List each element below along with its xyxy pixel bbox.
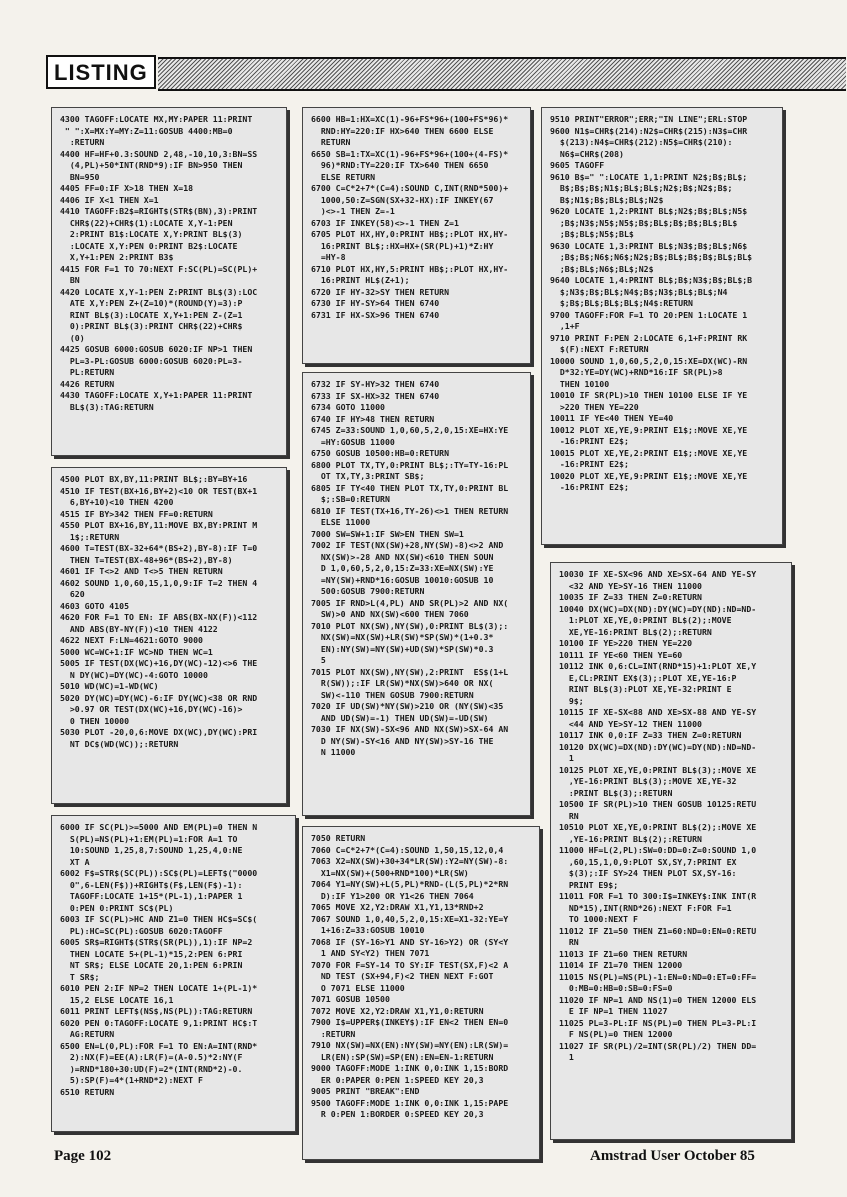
code-line: THEN T=TEST(BX-48+96*(BS+2),BY-8): [60, 554, 233, 565]
magazine-issue: Amstrad User October 85: [590, 1148, 755, 1164]
code-line: 6002 F$=STR$(SC(PL)):SC$(PL)=LEFT$("0000: [60, 868, 258, 878]
code-line: 10:SOUND 1,25,8,7:SOUND 1,25,4,0:NE: [60, 845, 243, 855]
code-line: 11000 HF=L(2,PL):SW=0:DD=0:Z=0:SOUND 1,0: [559, 845, 757, 855]
code-line: -16:PRINT E2$;: [550, 459, 629, 469]
code-line: R(SW));:IF LR(SW)*NX(SW)>640 OR NX(: [311, 678, 494, 688]
code-line: ELSE RETURN: [311, 171, 376, 182]
code-line: -16:PRINT E2$;: [550, 482, 629, 492]
code-line: 1: [559, 753, 574, 763]
code-line: PL):HC=SC(PL):GOSUB 6020:TAGOFF: [60, 925, 223, 936]
code-line: 6740 IF HY>48 THEN RETURN: [311, 413, 435, 424]
code-line: 10120 DX(WC)=DX(ND):DY(WC)=DY(ND):ND=ND-: [559, 741, 757, 752]
code-line: 10010 IF SR(PL)>10 THEN 10100 ELSE IF YE: [550, 390, 748, 400]
code-line: 10040 DX(WC)=DX(ND):DY(WC)=DY(ND):ND=ND-: [559, 603, 757, 614]
code-line: 9610 B$=" ":LOCATE 1,1:PRINT N2$;B$;BL$;: [550, 171, 748, 182]
code-line: E IF NP=1 THEN 11027: [559, 1006, 668, 1016]
code-line: N DY(WC)=DY(WC)-4:GOTO 10000: [60, 669, 208, 680]
code-line: N6$=CHR$(208): [550, 148, 624, 159]
code-line: F NS(PL)=0 THEN 12000: [559, 1029, 673, 1039]
code-line: AND ABS(BY-NY(F))<10 THEN 4122: [60, 623, 218, 634]
code-line: 16:PRINT BL$;:HX=HX+(SR(PL)+1)*Z:HY: [311, 240, 494, 251]
code-line: ND*15),INT(RND*26):NEXT F:FOR F=1: [559, 902, 732, 913]
code-line: 10030 IF XE-SX<96 AND XE>SX-64 AND YE-SY: [559, 569, 757, 579]
code-line: 4425 GOSUB 6000:GOSUB 6020:IF NP>1 THEN: [60, 344, 253, 354]
code-line: 4620 FOR F=1 TO EN: IF ABS(BX-NX(F))<112: [60, 612, 258, 622]
code-line: 7002 IF TEST(NX(SW)+28,NY(SW)-8)<>2 AND: [311, 540, 504, 550]
code-panel-7: [541, 107, 783, 545]
code-line: 9510 PRINT"ERROR";ERR;"IN LINE";ERL:STOP: [550, 114, 748, 124]
code-line: XE,YE-16:PRINT BL$(2);:RETURN: [559, 626, 712, 637]
code-line: 2:PRINT B1$:LOCATE X,Y:PRINT BL$(3): [60, 229, 243, 239]
code-line: 9700 TAGOFF:FOR F=1 TO 20:PEN 1:LOCATE 1: [550, 309, 748, 320]
code-line: 11027 IF SR(PL)/2=INT(SR(PL)/2) THEN DD=: [559, 1040, 757, 1051]
code-line: 4430 TAGOFF:LOCATE X,Y+1:PAPER 11:PRINT: [60, 390, 253, 400]
code-line: 6710 PLOT HX,HY,5:PRINT HB$;:PLOT HX,HY-: [311, 263, 509, 274]
code-line: 1000,50:Z=SGN(SX+32-HX):IF INKEY(67: [311, 194, 494, 205]
code-line: XT A: [60, 856, 90, 867]
code-line: R 0:PEN 1:BORDER 0:SPEED KEY 20,3: [311, 1109, 484, 1119]
code-line: AND UD(SW)=-1) THEN UD(SW)=-UD(SW): [311, 712, 489, 723]
code-line: 10115 IF XE-SX<88 AND XE>SX-88 AND YE-SY: [559, 707, 757, 717]
code-line: " ":X=MX:Y=MY:Z=11:GOSUB 4400:MB=0: [60, 125, 233, 136]
code-line: 4600 T=TEST(BX-32+64*(BS+2),BY-8):IF T=0: [60, 543, 258, 553]
code-line: D*32:YE=DY(WC)+RND*16:IF SR(PL)>8: [550, 367, 723, 377]
code-line: $(213):N4$=CHR$(212):N5$=CHR$(210):: [550, 137, 733, 147]
code-line: 10117 INK 0,0:IF Z=33 THEN Z=0:RETURN: [559, 730, 742, 740]
code-line: 5030 PLOT -20,0,6:MOVE DX(WC),DY(WC):PRI: [60, 727, 258, 737]
code-line: )<>-1 THEN Z=-1: [311, 206, 395, 216]
code-line: RND:HY=220:IF HX>640 THEN 6600 ELSE: [311, 125, 494, 136]
code-line: 5: [311, 655, 326, 665]
code-line: 5005 IF TEST(DX(WC)+16,DY(WC)-12)<>6 THE: [60, 658, 258, 668]
code-line: 1+16:Z=33:GOSUB 10010: [311, 925, 425, 935]
code-line: 7064 Y1=NY(SW)+L(5,PL)*RND-(L(5,PL)*2*RN: [311, 879, 509, 889]
code-line: 7050 RETURN: [311, 833, 366, 843]
code-line: 9000 TAGOFF:MODE 1:INK 0,0:INK 1,15:BORD: [311, 1063, 509, 1073]
code-line: RINT BL$(3):LOCATE X,Y+1:PEN Z-(Z=1: [60, 309, 243, 320]
code-line: 9630 LOCATE 1,3:PRINT BL$;N3$;B$;BL$;N6$: [550, 240, 748, 251]
code-line: 6000 IF SC(PL)>=5000 AND EM(PL)=0 THEN N: [60, 822, 258, 832]
code-line: 10015 PLOT XE,YE,2:PRINT E1$;:MOVE XE,YE: [550, 447, 748, 458]
code-panel-5: [302, 372, 531, 816]
code-line: 11014 IF Z1=70 THEN 12000: [559, 960, 683, 970]
code-line: 6810 IF TEST(TX+16,TY-26)<>1 THEN RETURN: [311, 505, 509, 516]
code-line: SW)>0 AND NX(SW)<600 THEN 7060: [311, 609, 469, 619]
code-line: ;B$;BL$;N6$;BL$;N2$: [550, 263, 654, 274]
code-line: 1$;:RETURN: [60, 531, 120, 542]
code-line: 7030 IF NX(SW)-SX<96 AND NX(SW)>SX-64 AN: [311, 724, 509, 734]
code-line: 7072 MOVE X2,Y2:DRAW X1,Y1,0:RETURN: [311, 1005, 484, 1016]
code-panel-4: [302, 107, 531, 364]
code-line: 6705 PLOT HX,HY,0:PRINT HB$;:PLOT HX,HY-: [311, 229, 509, 239]
code-line: 7063 X2=NX(SW)+30+34*LR(SW):Y2=NY(SW)-8:: [311, 856, 509, 866]
code-line: BL$(3):TAG:RETURN: [60, 401, 154, 412]
code-line: TAGOFF:LOCATE 1+15*(PL-1),1:PAPER 1: [60, 891, 243, 901]
code-line: 11020 IF NP=1 AND NS(1)=0 THEN 12000 ELS: [559, 994, 757, 1005]
code-line: ND TEST (SX+94,F)<2 THEN NEXT F:GOT: [311, 971, 494, 981]
code-line: CHR$(22)+CHR$(1):LOCATE X,Y-1:PEN: [60, 217, 233, 228]
code-line: 96)*RND:TY=220:IF TX>640 THEN 6650: [311, 160, 489, 170]
code-line: 10111 IF YE<60 THEN YE=60: [559, 649, 683, 660]
code-line: 4601 IF T<>2 AND T<>5 THEN RETURN: [60, 566, 223, 576]
code-line: 4300 TAGOFF:LOCATE MX,MY:PAPER 11:PRINT: [60, 114, 253, 124]
code-line: 5000 WC=WC+1:IF WC>ND THEN WC=1: [60, 646, 213, 657]
code-line: 4550 PLOT BX+16,BY,11:MOVE BX,BY:PRINT M: [60, 520, 258, 530]
code-line: 7000 SW=SW+1:IF SW>EN THEN SW=1: [311, 528, 464, 539]
code-line: ,YE-16:PRINT BL$(2);:RETURN: [559, 833, 702, 844]
code-line: 4510 IF TEST(BX+16,BY+2)<10 OR TEST(BX+1: [60, 485, 258, 496]
code-line: $(3);:IF SY>24 THEN PLOT SX,SY-16:: [559, 868, 737, 878]
code-line: 10000 SOUND 1,0,60,5,2,0,15:XE=DX(WC)-RN: [550, 355, 748, 366]
code-line: 0:MB=0:HB=0:SB=0:FS=0: [559, 983, 673, 993]
code-line: 6703 IF INKEY(58)<>-1 THEN Z=1: [311, 217, 459, 228]
code-line: N 11000: [311, 747, 356, 757]
code-line: 4515 IF BY>342 THEN FF=0:RETURN: [60, 508, 213, 519]
code-line: RINT BL$(3):PLOT XE,YE-32:PRINT E: [559, 684, 732, 694]
code-line: =HY:GOSUB 11000: [311, 436, 395, 447]
code-line: 0:PEN 0:PRINT SC$(PL): [60, 902, 174, 913]
code-line: 4406 IF X<1 THEN X=1: [60, 194, 159, 205]
code-line: $(F):NEXT F:RETURN: [550, 344, 649, 354]
code-line: 10500 IF SR(PL)>10 THEN GOSUB 10125:RETU: [559, 799, 757, 809]
code-line: 6650 SB=1:TX=XC(1)-96+FS*96+(100+(4-FS)*: [311, 148, 509, 159]
code-line: B$;N1$;B$;BL$;BL$;N2$: [550, 194, 664, 205]
code-line: 16:PRINT HL$(Z+1);: [311, 275, 410, 285]
code-line: THEN 10100: [550, 378, 610, 389]
code-line: ATE X,Y:PEN Z+(Z=10)*(ROUND(Y)=3):P: [60, 298, 243, 308]
code-line: 6805 IF TY<40 THEN PLOT TX,TY,0:PRINT BL: [311, 482, 509, 493]
code-line: 6600 HB=1:HX=XC(1)-96+FS*96+(100+FS*96)*: [311, 114, 509, 124]
code-line: ;B$;BL$;N5$;BL$: [550, 229, 634, 239]
code-line: ELSE 11000: [311, 517, 371, 527]
code-line: 1: [559, 1052, 574, 1062]
code-line: 10125 PLOT XE,YE,0:PRINT BL$(3);:MOVE XE: [559, 764, 757, 775]
code-line: 11025 PL=3-PL:IF NS(PL)=0 THEN PL=3-PL:I: [559, 1017, 757, 1028]
code-line: 7015 PLOT NX(SW),NY(SW),2:PRINT ES$(1+L: [311, 666, 509, 677]
code-line: 7065 MOVE X2,Y2:DRAW X1,Y1,13*RND+2: [311, 902, 484, 912]
code-line: LR(EN):SP(SW)=SP(EN):EN=EN-1:RETURN: [311, 1051, 494, 1062]
code-line: TO 1000:NEXT F: [559, 914, 638, 924]
code-line: 15,2 ELSE LOCATE 16,1: [60, 994, 174, 1005]
code-line: 9500 TAGOFF:MODE 1:INK 0,0:INK 1,15:PAPE: [311, 1097, 509, 1108]
code-line: 10035 IF Z=33 THEN Z=0:RETURN: [559, 592, 702, 602]
code-line: 6003 IF SC(PL)>HC AND Z1=0 THEN HC$=SC$(: [60, 914, 258, 924]
code-line: 500:GOSUB 7900:RETURN: [311, 586, 425, 596]
code-line: (4,PL)+50*INT(RND*9):IF BN>950 THEN: [60, 160, 243, 170]
code-line: 7900 I$=UPPER$(INKEY$):IF EN<2 THEN EN=0: [311, 1017, 509, 1027]
code-line: 7910 NX(SW)=NX(EN):NY(SW)=NY(EN):LR(SW)=: [311, 1040, 509, 1050]
code-line: (0): [60, 332, 85, 343]
code-line: D NY(SW)-SY<16 AND NY(SW)>SY-16 THE: [311, 735, 494, 746]
code-line: 10020 PLOT XE,YE,9:PRINT E1$;:MOVE XE,YE: [550, 470, 748, 481]
page-number: Page 102: [54, 1148, 112, 1164]
code-line: 11011 FOR F=1 TO 300:I$=INKEY$:INK INT(R: [559, 891, 757, 901]
code-line: =HY-8: [311, 252, 346, 262]
code-line: 6720 IF HY-32>SY THEN RETURN: [311, 286, 450, 297]
code-line: 7068 IF (SY-16>Y1 AND SY-16>Y2) OR (SY<Y: [311, 936, 509, 947]
code-line: <32 AND YE>SY-16 THEN 11000: [559, 580, 702, 591]
code-line: PL=3-PL:GOSUB 6000:GOSUB 6020:PL=3-: [60, 355, 243, 366]
code-line: $;N3$;B$;BL$;N4$;B$;N3$;BL$;BL$;N4: [550, 286, 728, 297]
code-line: 6700 C=C*2+7*(C=4):SOUND C,INT(RND*500)+: [311, 183, 509, 193]
code-line: 6731 IF HX-SX>96 THEN 6740: [311, 309, 440, 320]
code-line: ;B$;N3$;N5$;N5$;B$;BL$;B$;B$;BL$;BL$: [550, 217, 738, 228]
code-line: 5010 WD(WC)=1-WD(WC): [60, 681, 159, 691]
code-line: NX(SW)>-28 AND NX(SW)<610 THEN SOUN: [311, 551, 494, 562]
code-panel-3: [51, 815, 296, 1132]
code-line: 10112 INK 0,6:CL=INT(RND*15)+1:PLOT XE,Y: [559, 661, 757, 671]
code-line: D):IF Y1>200 OR Y1<26 THEN 7064: [311, 890, 474, 901]
listing-title: LISTING: [46, 55, 156, 89]
code-line: 7060 C=C*2+7*(C=4):SOUND 1,50,15,12,0,4: [311, 844, 504, 855]
code-line: 7070 FOR F=SY-14 TO SY:IF TEST(SX,F)<2 A: [311, 959, 509, 970]
code-line: ;B$;B$;N6$;N6$;N2$;B$;BL$;B$;B$;BL$;BL$: [550, 252, 753, 262]
code-line: 0",6-LEN(F$))+RIGHT$(F$,LEN(F$)-1):: [60, 879, 243, 890]
code-line: 6733 IF SX-HX>32 THEN 6740: [311, 390, 440, 401]
code-line: ER 0:PAPER 0:PEN 1:SPEED KEY 20,3: [311, 1074, 484, 1085]
code-line: 7005 IF RND>L(4,PL) AND SR(PL)>2 AND NX(: [311, 597, 509, 608]
code-line: 6500 EN=L(0,PL):FOR F=1 TO EN:A=INT(RND*: [60, 1040, 258, 1051]
code-line: 4603 GOTO 4105: [60, 600, 130, 611]
code-line: 4426 RETURN: [60, 378, 115, 389]
code-line: THEN LOCATE 5+(PL-1)*15,2:PEN 6:PRI: [60, 948, 243, 959]
code-line: 6732 IF SY-HY>32 THEN 6740: [311, 379, 440, 389]
code-line: 0 THEN 10000: [60, 715, 130, 726]
code-line: NT SR$; ELSE LOCATE 20,1:PEN 6:PRIN: [60, 960, 243, 970]
code-line: 1 AND SY<Y2) THEN 7071: [311, 948, 430, 958]
code-line: 9710 PRINT F:PEN 2:LOCATE 6,1+F:PRINT RK: [550, 332, 748, 343]
code-line: RN: [559, 937, 579, 947]
code-line: 9640 LOCATE 1,4:PRINT BL$;B$;N3$;B$;BL$;B: [550, 275, 753, 285]
code-line: NT DC$(WD(WC));:RETURN: [60, 738, 179, 749]
code-line: 4420 LOCATE X,Y-1:PEN Z:PRINT BL$(3):LOC: [60, 286, 258, 297]
code-line: 5020 DY(WC)=DY(WC)-6:IF DY(WC)<38 OR RND: [60, 692, 258, 703]
code-line: BN: [60, 275, 80, 285]
code-line: EN):NY(SW)=NY(SW)+UD(SW)*SP(SW)*0.3: [311, 643, 494, 654]
code-line: 11015 NS(PL)=NS(PL)-1:EN=0:ND=0:ET=0:FF=: [559, 971, 757, 982]
code-line: 6020 PEN 0:TAGOFF:LOCATE 9,1:PRINT HC$:T: [60, 1017, 258, 1028]
code-line: 6,BY+10)<10 THEN 4200: [60, 497, 174, 507]
code-line: PRINT E9$;: [559, 879, 619, 890]
code-line: >220 THEN YE=220: [550, 401, 639, 412]
code-line: 9605 TAGOFF: [550, 160, 605, 170]
code-line: 6800 PLOT TX,TY,0:PRINT BL$;:TY=TY-16:PL: [311, 459, 509, 470]
code-line: 7010 PLOT NX(SW),NY(SW),0:PRINT BL$(3);:: [311, 620, 509, 631]
code-line: 6745 Z=33:SOUND 1,0,60,5,2,0,15:XE=HX:YE: [311, 425, 509, 435]
code-line: 10012 PLOT XE,YE,9:PRINT E1$;:MOVE XE,YE: [550, 424, 748, 435]
code-line: 7067 SOUND 1,0,40,5,2,0,15:XE=X1-32:YE=Y: [311, 913, 509, 924]
code-line: )=RND*180+30:UD(F)=2*(INT(RND*2)-0.: [60, 1063, 243, 1074]
code-line: :LOCATE X,Y:PEN 0:PRINT B2$:LOCATE: [60, 240, 238, 251]
header-hatch-bar: [158, 57, 846, 91]
code-line: 9620 LOCATE 1,2:PRINT BL$;N2$;B$;BL$;N5$: [550, 206, 748, 216]
code-line: 4405 FF=0:IF X>18 THEN X=18: [60, 183, 194, 193]
code-line: 7071 GOSUB 10500: [311, 994, 390, 1004]
code-panel-8: [550, 562, 792, 1140]
code-line: RN: [559, 810, 579, 821]
code-line: X1=NX(SW)+(500+RND*100)*LR(SW): [311, 867, 469, 878]
code-line: BN=950: [60, 171, 100, 182]
code-line: 2):NX(F)=EE(A):LR(F)=(A-0.5)*2:NY(F: [60, 1052, 243, 1062]
code-line: =NY(SW)+RND*16:GOSUB 10010:GOSUB 10: [311, 574, 494, 585]
code-line: E,CL:PRINT EX$(3);:PLOT XE,YE-16:P: [559, 672, 737, 683]
code-line: X,Y+1:PEN 2:PRINT B3$: [60, 252, 174, 262]
code-line: 10100 IF YE>220 THEN YE=220: [559, 638, 693, 648]
code-line: NX(SW)=NX(SW)+LR(SW)*SP(SW)*(1+0.3*: [311, 632, 494, 642]
code-line: 6510 RETURN: [60, 1086, 115, 1097]
code-line: ,60,15,1,0,9:PLOT SX,SY,7:PRINT EX: [559, 856, 737, 867]
code-line: ,YE-16:PRINT BL$(3);:MOVE XE,YE-32: [559, 776, 737, 786]
code-line: T SR$;: [60, 971, 100, 982]
code-line: :RETURN: [60, 137, 105, 147]
code-line: 1:PLOT XE,YE,0:PRINT BL$(2);:MOVE: [559, 615, 732, 625]
code-line: B$;B$;B$;N1$;BL$;BL$;N2$;B$;N2$;B$;: [550, 183, 733, 193]
code-line: 4410 TAGOFF:B2$=RIGHT$(STR$(BN),3):PRINT: [60, 206, 258, 216]
listing-header: [46, 55, 846, 89]
code-line: 9005 PRINT "BREAK":END: [311, 1086, 420, 1096]
code-line: 10510 PLOT XE,YE,0:PRINT BL$(2);:MOVE XE: [559, 822, 757, 832]
code-line: 0):PRINT BL$(3):PRINT CHR$(22)+CHR$: [60, 321, 243, 331]
code-line: 9$;: [559, 695, 584, 706]
code-line: 4415 FOR F=1 TO 70:NEXT F:SC(PL)=SC(PL)+: [60, 263, 258, 274]
code-line: -16:PRINT E2$;: [550, 436, 629, 446]
code-line: 6010 PEN 2:IF NP=2 THEN LOCATE 1+(PL-1)*: [60, 983, 258, 993]
code-line: 6011 PRINT LEFT$(NS$,NS(PL)):TAG:RETURN: [60, 1006, 253, 1016]
code-line: 6005 SR$=RIGHT$(STR$(SR(PL)),1):IF NP=2: [60, 937, 253, 947]
code-line: 11013 IF Z1=60 THEN RETURN: [559, 948, 688, 959]
code-line: 4622 NEXT F:LN=4621:GOTO 9000: [60, 635, 203, 645]
code-line: 9600 N1$=CHR$(214):N2$=CHR$(215):N3$=CHR: [550, 125, 748, 136]
code-line: 10011 IF YE<40 THEN YE=40: [550, 413, 674, 423]
code-line: ,1+F: [550, 321, 580, 331]
code-line: :PRINT BL$(3);:RETURN: [559, 787, 673, 798]
code-panel-2: [51, 467, 287, 804]
code-line: AG:RETURN: [60, 1029, 115, 1039]
code-line: SW)<-110 THEN GOSUB 7900:RETURN: [311, 689, 474, 700]
code-line: D 1,0,60,5,2,0,15:Z=33:XE=NX(SW):YE: [311, 563, 494, 573]
code-line: PL:RETURN: [60, 367, 115, 377]
code-line: 4500 PLOT BX,BY,11:PRINT BL$;:BY=BY+16: [60, 474, 248, 484]
code-line: S(PL)=NS(PL)+1:EM(PL)=1:FOR A=1 TO: [60, 833, 238, 844]
code-line: >0.97 OR TEST(DX(WC)+16,DY(WC)-16)>: [60, 704, 243, 714]
code-line: 5):SP(F)=4*(1+RND*2):NEXT F: [60, 1075, 203, 1085]
code-line: 7020 IF UD(SW)*NY(SW)>210 OR (NY(SW)<35: [311, 701, 504, 711]
code-line: O 7071 ELSE 11000: [311, 982, 405, 993]
code-line: <44 AND YE>SY-12 THEN 11000: [559, 718, 702, 729]
code-line: 4400 HF=HF+0.3:SOUND 2,48,-10,10,3:BN=SS: [60, 148, 258, 159]
code-panel-6: [302, 826, 540, 1160]
code-line: :RETURN: [311, 1028, 356, 1039]
code-line: 4602 SOUND 1,0,60,15,1,0,9:IF T=2 THEN 4: [60, 577, 258, 588]
code-line: 11012 IF Z1=50 THEN Z1=60:ND=0:EN=0:RETU: [559, 925, 757, 936]
code-panel-1: [51, 107, 287, 456]
code-line: 6730 IF HY-SY>64 THEN 6740: [311, 298, 440, 308]
code-line: RETURN: [311, 137, 351, 147]
code-line: 620: [60, 589, 85, 599]
code-line: OT TX,TY,3:PRINT SB$;: [311, 471, 425, 481]
code-line: $;B$;BL$;BL$;BL$;N4$:RETURN: [550, 298, 693, 308]
code-line: 6734 GOTO 11000: [311, 402, 385, 412]
code-line: 6750 GOSUB 10500:HB=0:RETURN: [311, 448, 450, 458]
code-line: $;:SB=0:RETURN: [311, 494, 390, 504]
